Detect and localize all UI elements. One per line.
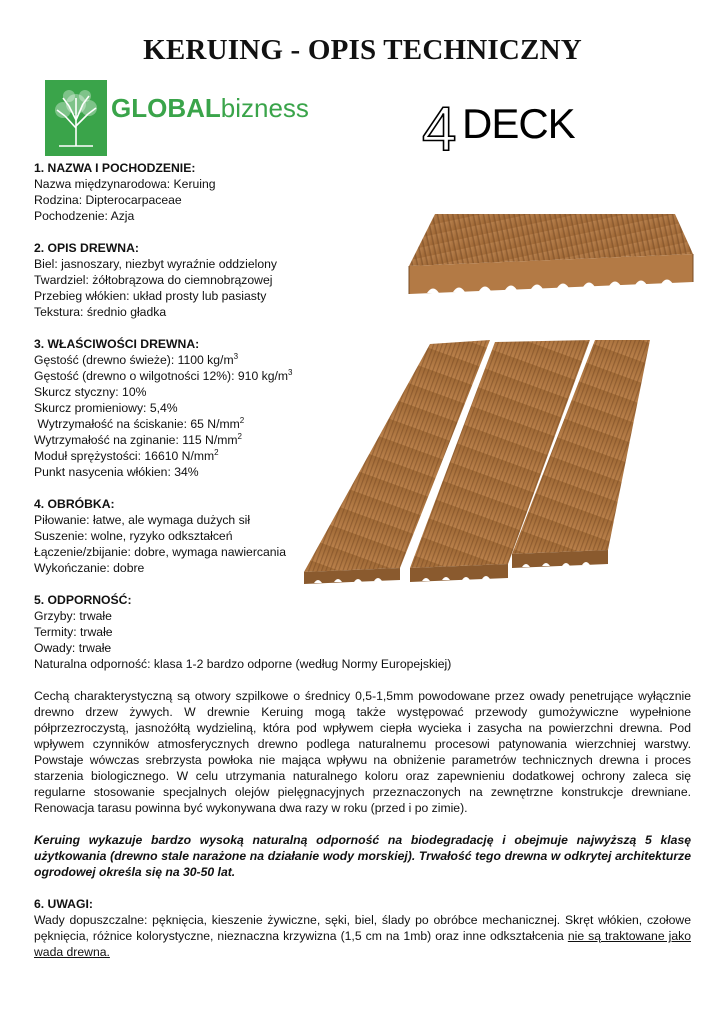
text-line: Termity: trwałe: [34, 625, 113, 639]
text-line: Łączenie/zbijanie: dobre, wymaga nawiercania: [34, 545, 287, 559]
section-heading: 6. UWAGI:: [34, 897, 93, 911]
globalbiznes-logo: [45, 80, 315, 160]
fourdeck-logo: [420, 92, 595, 160]
document-body: [34, 160, 691, 960]
text-line: Skurcz styczny: 10%: [34, 385, 147, 399]
remarks-paragraph: Wady dopuszczalne: pęknięcia, kieszenie żywiczne, sęki, biel, ślady po obróbce mechanicznej. Skręt włókien, czołowe pęknięcia, różnice kolorystyczne, nieznaczna krzywizna (1,5 cm na 1mb) oraz inne odkształcenia nie są traktowane jako wada drewna.: [34, 913, 691, 959]
text-line: Rodzina: Dipterocarpaceae: [34, 193, 182, 207]
text-line: Pochodzenie: Azja: [34, 209, 135, 223]
text-line: Nazwa międzynarodowa: Keruing: [34, 177, 216, 191]
text-line: Grzyby: trwałe: [34, 609, 112, 623]
section-heading: 5. ODPORNOŚĆ:: [34, 593, 132, 607]
text-line: Twardziel: żółtobrązowa do ciemnobrązowej: [34, 273, 273, 287]
tree-logo-icon: [45, 80, 107, 156]
text-line: Naturalna odporność: klasa 1-2 bardzo odporne (według Normy Europejskiej): [34, 657, 452, 671]
globalbiznes-wordmark: GLOBALbizness: [111, 93, 309, 123]
underlined-note: nie są traktowane jako wada drewna.: [34, 929, 691, 959]
text-line: Wytrzymałość na ściskanie: 65 $N/mm^2$: [34, 415, 245, 431]
fourdeck-wordmark: DECK: [462, 100, 575, 147]
description-paragraph: Cechą charakterystyczną są otwory szpilkowe o średnicy 0,5-1,5mm powodowane przez owady penetrujące wyłącznie drewno drzew żywych. W drewnie Keruing mogą także występować przewody gumożywiczne wypełnione półprzezroczystą, jasnożółtą wydzieliną, która pod wpływem ciepła wycieka i zasycha na powierzchni drewna. Pod wpływem czynników atmosferycznych drewno podlega naturalnemu procesowi patynowania wierzchniej warstwy. Powstaje wówczas srebrzysta powłoka nie mająca wpływu na obniżenie parametrów technicznych drewna i proces starzenia biologicznego. W celu utrzymania naturalnego koloru oraz zapewnieniu dodatkowej ochrony zaleca się regularne stosowanie specjalnych olejów pielęgnacyjnych przeznaczonych na zewnętrzne konstrukcje drewniane. Renowacja tarasu powinna być wykonywana dwa razy w roku (przed i po zimie).: [34, 689, 691, 815]
text-line: Tekstura: średnio gładka: [34, 305, 167, 319]
text-line: Piłowanie: łatwe, ale wymaga dużych sił: [34, 513, 251, 527]
section-heading: 2. OPIS DREWNA:: [34, 241, 139, 255]
text-line: Skurcz promieniowy: 5,4%: [34, 401, 178, 415]
durability-emphasis: Keruing wykazuje bardzo wysoką naturalną odporność na biodegradację i obejmuje najwyższą 5 klasę użytkowania (drewno stale narażone na działanie wody morskiej). Trwałość tego drewna w odkrytej architekturze ogrodowej określa się na 30-50 lat.: [34, 833, 691, 879]
text-line: Biel: jasnoszary, niezbyt wyraźnie oddzielony: [34, 257, 277, 271]
text-line: Gęstość (drewno świeże): 1100 $kg/m^3$: [34, 351, 239, 367]
text-line: Owady: trwałe: [34, 641, 112, 655]
page-title: KERUING - OPIS TECHNICZNY: [143, 34, 582, 66]
text-line: Wytrzymałość na zginanie: 115 $N/mm^2$: [34, 431, 242, 447]
text-line: Suszenie: wolne, ryzyko odkształceń: [34, 529, 233, 543]
section-heading: 3. WŁAŚCIWOŚCI DREWNA:: [34, 337, 200, 351]
section-heading: 1. NAZWA I POCHODZENIE:: [34, 161, 196, 175]
section-heading: 4. OBRÓBKA:: [34, 497, 115, 511]
text-line: Punkt nasycenia włókien: 34%: [34, 465, 199, 479]
text-line: Wykończanie: dobre: [34, 561, 145, 575]
text-line: Przebieg włókien: układ prosty lub pasiasty: [34, 289, 267, 303]
text-line: Gęstość (drewno o wilgotności 12%): 910 $kg/m^3$: [34, 367, 293, 383]
svg-text:4: 4: [422, 95, 457, 160]
text-line: Moduł sprężystości: 16610 $N/mm^2$: [34, 447, 219, 463]
